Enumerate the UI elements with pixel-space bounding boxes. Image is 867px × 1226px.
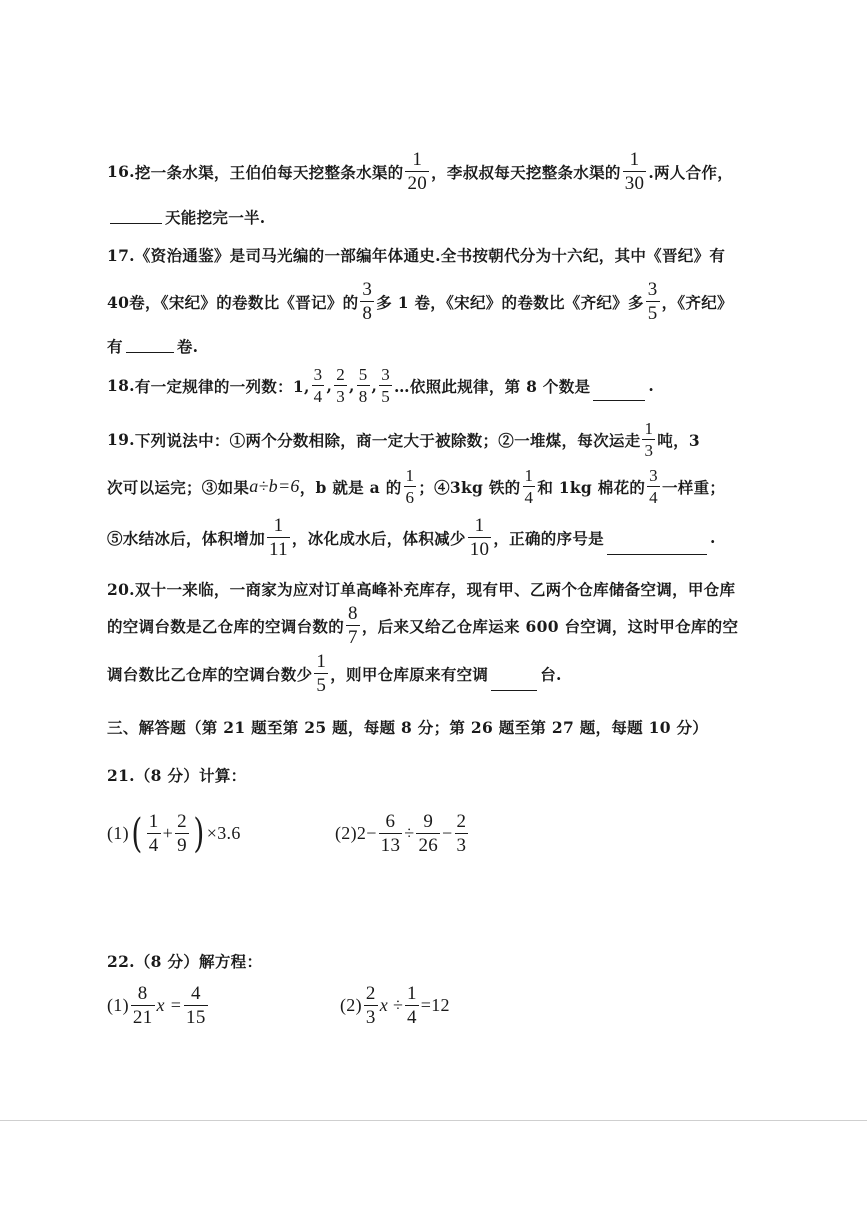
q16-number: 16.	[107, 162, 135, 181]
q17-text: 多 1 卷，《宋纪》的卷数比《齐纪》多	[376, 292, 644, 312]
question-19-line-1	[107, 420, 717, 459]
question-22-title: 22.（8 分）解方程：	[107, 952, 263, 971]
q20-text: ，则甲仓库原来有空调	[330, 664, 489, 684]
question-22-part-2: (2) $\frac{2}{3}$ x ÷ $\frac{1}{4}$ =12	[340, 983, 450, 1028]
page-divider	[0, 1120, 867, 1121]
question-17-line-1	[107, 244, 726, 266]
q21-p1-fraction-2: $\frac{2}{9}$	[177, 811, 187, 856]
q19-text: 次可以运完；③如果	[107, 477, 250, 497]
q20-text: 台.	[540, 664, 562, 684]
q17-text: 有	[107, 337, 123, 356]
question-19-line-2	[107, 466, 726, 507]
q17-text: 卷.	[176, 337, 199, 356]
q20-text: 的空调台数是乙仓库的空调台数的	[107, 616, 345, 636]
q19-fraction-2: $\frac{1}{6}$	[405, 466, 415, 507]
q18-text: .	[648, 376, 655, 395]
question-16-line-1	[107, 149, 734, 194]
right-paren: )	[193, 810, 205, 857]
q19-text: ，b 就是 a 的	[299, 477, 402, 497]
q19-expression: a÷b=6	[249, 476, 300, 496]
question-21-part-1: (1) ( $\frac{1}{4}$ + $\frac{2}{9}$ ) ×3.6	[107, 810, 241, 857]
q19-number: 19.	[107, 430, 135, 449]
q19-fraction-6: $\frac{1}{10}$	[469, 515, 490, 560]
q18-fraction-1: $\frac{3}{4}$	[313, 365, 323, 406]
q21-p2-fraction-3: $\frac{2}{3}$	[456, 811, 467, 856]
q21-p2-fraction-1: $\frac{6}{13}$	[380, 811, 401, 856]
q20-text: ，后来又给乙仓库运来 600 台空调，这时甲仓库的空	[361, 616, 739, 636]
q17-text: ，《齐纪》	[661, 292, 733, 312]
answer-blank	[126, 351, 174, 353]
q17-text: 40卷，《宋纪》的卷数比《晋记》的	[107, 292, 359, 312]
q20-text: 调台数比乙仓库的空调台数少	[107, 664, 313, 684]
q17-fraction-2: $\frac{3}{5}$	[647, 279, 658, 324]
q22-p1-fraction-1: $\frac{8}{21}$	[132, 983, 153, 1028]
q19-fraction-4: $\frac{3}{4}$	[649, 466, 658, 507]
q18-fraction-2: $\frac{2}{3}$	[336, 365, 345, 406]
q19-text: ⑤水结冰后，体积增加	[107, 528, 266, 548]
q19-text: ；④3kg 铁的	[418, 477, 521, 497]
q19-text: 吨，3	[657, 430, 700, 450]
question-20-line-2	[107, 603, 739, 648]
section-3-heading: 三、解答题（第 21 题至第 25 题，每题 8 分；第 26 题至第 27 题，每题 10 分）	[107, 718, 709, 737]
q18-text: 有一定规律的一列数：1,	[134, 376, 310, 396]
question-21-title: 21.（8 分）计算：	[107, 766, 247, 785]
question-20-line-3	[107, 652, 717, 695]
q21-p2-fraction-2: $\frac{9}{26}$	[418, 811, 439, 856]
q19-text: 下列说法中：①两个分数相除，商一定大于被除数；②一堆煤，每次运走	[134, 430, 641, 450]
question-17-line-3	[107, 335, 717, 357]
q16-text: 挖一条水渠，王伯伯每天挖整条水渠的	[134, 162, 404, 182]
question-21-part-2: (2)2− $\frac{6}{13}$ ÷ $\frac{9}{26}$ − $\frac{2}{3}$	[335, 811, 467, 856]
q19-fraction-5: $\frac{1}{11}$	[269, 515, 288, 560]
question-19-line-3	[107, 516, 717, 559]
question-20-line-1	[107, 578, 736, 600]
q16-fraction-2: $\frac{1}{30}$	[624, 149, 645, 194]
question-17-line-2	[107, 279, 733, 324]
answer-blank	[593, 399, 645, 401]
q21-p1-fraction-1: $\frac{1}{4}$	[148, 811, 159, 856]
q19-text: 一样重；	[661, 477, 726, 497]
q20-fraction-2: $\frac{1}{5}$	[316, 651, 327, 696]
q18-text: …依照此规律，第 8 个数是	[394, 376, 591, 396]
q22-p1-fraction-2: $\frac{4}{15}$	[186, 983, 206, 1028]
q22-p2-fraction-2: $\frac{1}{4}$	[406, 983, 417, 1028]
q20-text: 双十一来临，一商家为应对订单高峰补充库存，现有甲、乙两个仓库储备空调，甲仓库	[134, 580, 736, 599]
q19-text: .	[709, 528, 716, 547]
question-16-line-2	[107, 206, 717, 228]
q20-fraction-1: $\frac{8}{7}$	[348, 603, 358, 648]
q16-text: .两人合作，	[648, 162, 734, 182]
q19-fraction-1: $\frac{1}{3}$	[644, 419, 654, 460]
q17-fraction-1: $\frac{3}{8}$	[362, 279, 373, 324]
q19-fraction-3: $\frac{1}{4}$	[524, 466, 534, 507]
q19-text: ，冰化成水后，体积减少	[291, 528, 466, 548]
answer-blank	[110, 222, 162, 224]
q18-number: 18.	[107, 376, 135, 395]
q18-fraction-3: $\frac{5}{8}$	[358, 365, 368, 406]
q20-number: 20.	[107, 579, 135, 599]
q18-fraction-4: $\frac{3}{5}$	[381, 365, 391, 406]
q19-text: ，正确的序号是	[493, 528, 604, 548]
q16-text: 天能挖完一半.	[165, 208, 266, 227]
q22-p2-fraction-1: $\frac{2}{3}$	[365, 983, 376, 1028]
left-paren: (	[131, 810, 143, 857]
answer-blank	[607, 553, 707, 555]
question-18: 18. 有一定规律的一列数：1, $\frac{3}{4}$ , $\frac{2}{3}$ , $\frac{5}{8}$ , $\frac{3}{5}$ …依照此规律，第 8 个数是 .	[107, 365, 655, 406]
q17-text: 《资治通鉴》是司马光编的一部编年体通史.全书按朝代分为十六纪，其中《晋纪》有	[134, 246, 726, 265]
question-22-part-1: (1) $\frac{8}{21}$ x = $\frac{4}{15}$	[107, 983, 206, 1028]
q16-text: ，李叔叔每天挖整条水渠的	[431, 162, 621, 182]
answer-blank	[491, 689, 537, 691]
q16-fraction-1: $\frac{1}{20}$	[407, 149, 428, 194]
q19-text: 和 1kg 棉花的	[537, 477, 646, 497]
q17-number: 17.	[107, 245, 135, 265]
